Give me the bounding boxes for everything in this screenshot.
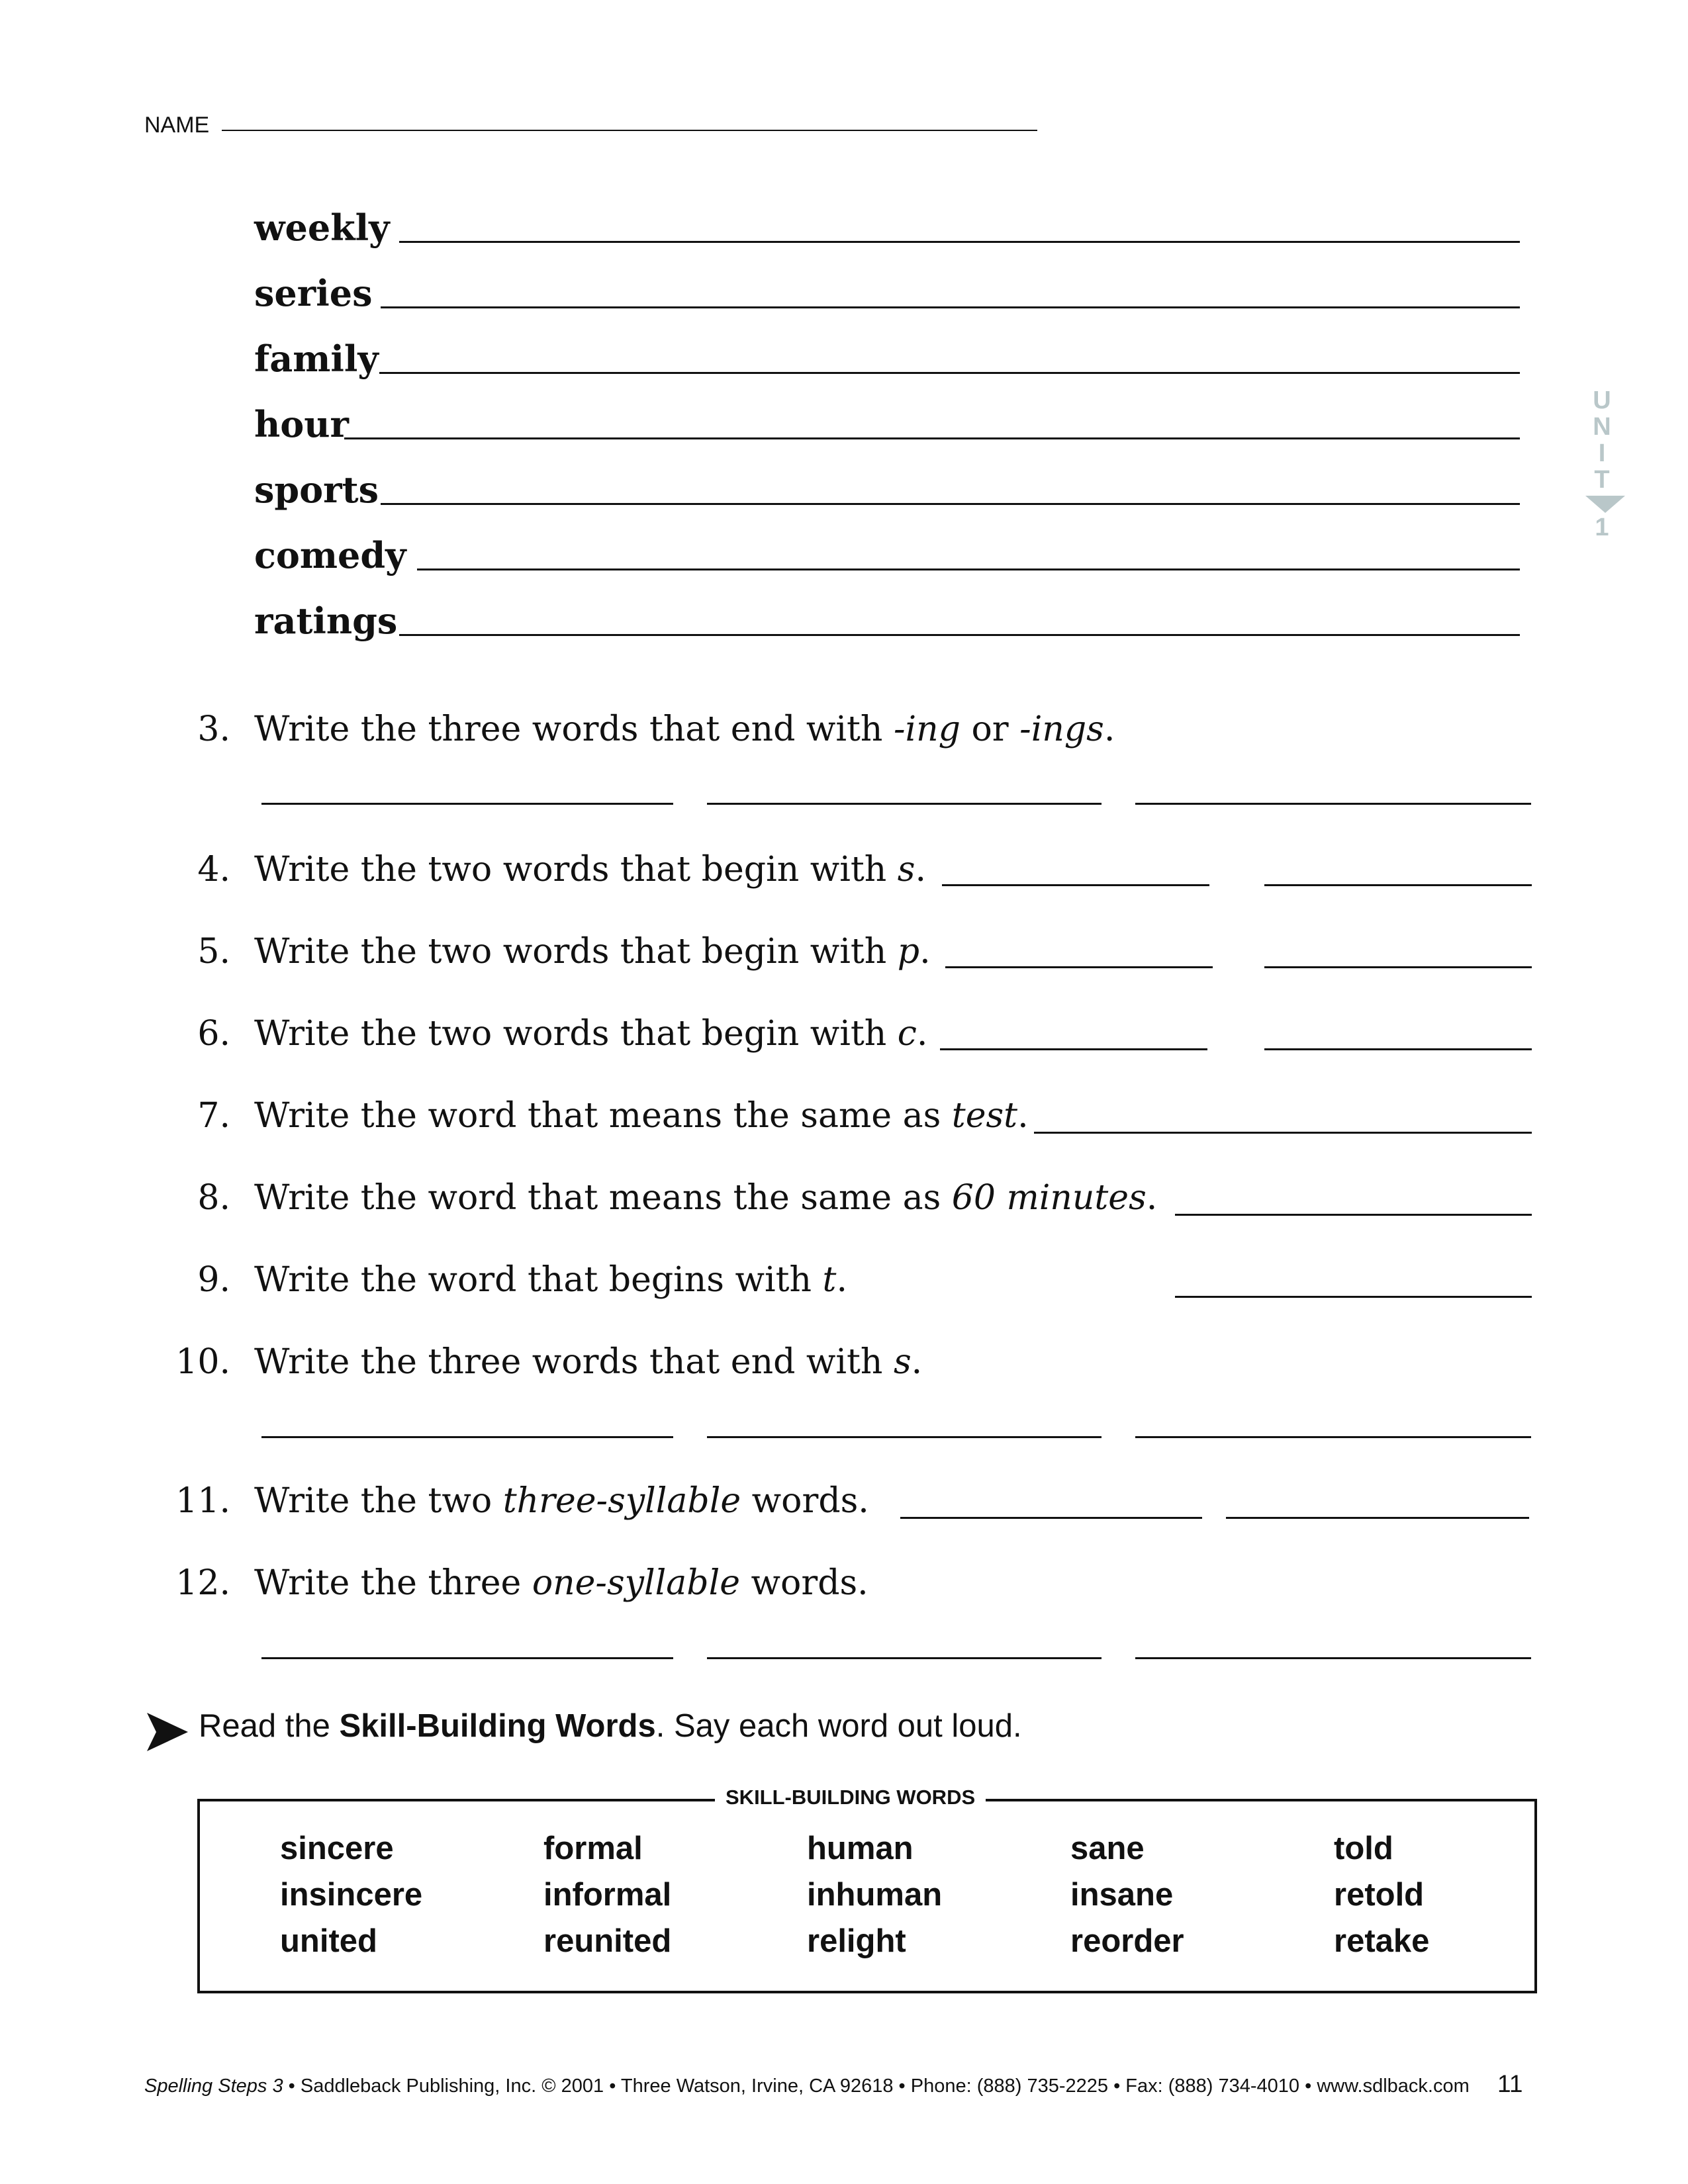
skill-word: sincere (280, 1831, 394, 1866)
answer-line[interactable] (945, 966, 1213, 968)
skill-word: formal (543, 1831, 643, 1866)
question-text: Write the three words that end with s. (254, 1342, 923, 1382)
name-label: NAME (144, 113, 210, 138)
answer-line[interactable] (1034, 1132, 1532, 1134)
unit-tab-letter: I (1598, 439, 1606, 467)
answer-line[interactable] (1264, 1048, 1532, 1050)
answer-line[interactable] (707, 1657, 1102, 1659)
skill-word: human (807, 1831, 914, 1866)
question-number: 12. (175, 1563, 230, 1603)
skill-word: united (280, 1923, 377, 1959)
answer-line[interactable] (261, 1657, 673, 1659)
name-field-line[interactable] (222, 130, 1037, 131)
question-text: Write the two words that begin with s. (254, 850, 926, 889)
question-text: Write the word that means the same as test. (254, 1096, 1029, 1136)
unit-tab-number: 1 (1595, 514, 1609, 541)
question-text: Write the word that begins with t. (254, 1260, 847, 1300)
question-number: 4. (197, 850, 230, 889)
question-number: 7. (197, 1096, 230, 1136)
answer-line[interactable] (942, 884, 1209, 886)
answer-line[interactable] (900, 1517, 1202, 1519)
skill-word: insincere (280, 1877, 423, 1913)
vocab-word-family: family (254, 338, 379, 380)
unit-tab (1585, 387, 1618, 541)
skill-word: retold (1334, 1877, 1425, 1913)
skill-word: retake (1334, 1923, 1430, 1959)
skill-word: informal (543, 1877, 672, 1913)
answer-line[interactable] (1175, 1214, 1532, 1216)
answer-line[interactable] (1135, 803, 1531, 805)
unit-arrow-icon (1585, 496, 1625, 513)
skill-word: told (1334, 1831, 1393, 1866)
answer-line[interactable] (1264, 884, 1532, 886)
unit-tab-letter: T (1594, 466, 1610, 494)
footer-citation: Spelling Steps 3 • Saddleback Publishing, Inc. © 2001 • Three Watson, Irvine, CA 92618 • Phone: (888) 735-2225 • Fax: (888) 734-4010 • www.sdlback.com (144, 2075, 1470, 2097)
question-text: Write the two words that begin with c. (254, 1014, 928, 1054)
vocab-word-comedy: comedy (254, 534, 406, 576)
answer-line[interactable] (381, 306, 1520, 308)
answer-line[interactable] (1264, 966, 1532, 968)
answer-line[interactable] (1175, 1296, 1532, 1298)
arrow-right-icon (147, 1713, 188, 1751)
answer-line[interactable] (1135, 1436, 1531, 1438)
question-text: Write the three one-syllable words. (254, 1563, 868, 1603)
question-number: 11. (175, 1481, 230, 1521)
question-text: Write the word that means the same as 60 minutes. (254, 1178, 1158, 1218)
instruction-text: Read the Skill-Building Words. Say each word out loud. (199, 1708, 1022, 1744)
skill-box-title: SKILL-BUILDING WORDS (715, 1786, 986, 1809)
question-number: 9. (197, 1260, 230, 1300)
question-number: 5. (197, 932, 230, 972)
answer-line[interactable] (344, 437, 1520, 439)
answer-line[interactable] (381, 503, 1520, 505)
skill-word: insane (1070, 1877, 1174, 1913)
vocab-word-series: series (254, 272, 373, 314)
vocab-word-sports: sports (254, 469, 379, 511)
question-number: 6. (197, 1014, 230, 1054)
vocab-word-ratings: ratings (254, 600, 398, 642)
answer-line[interactable] (1226, 1517, 1529, 1519)
answer-line[interactable] (417, 569, 1520, 570)
page-number: 11 (1497, 2070, 1523, 2097)
answer-line[interactable] (399, 634, 1520, 636)
skill-word: sane (1070, 1831, 1145, 1866)
question-text: Write the three words that end with -ing or -ings. (254, 709, 1115, 749)
question-text: Write the two words that begin with p. (254, 932, 931, 972)
skill-word: inhuman (807, 1877, 943, 1913)
skill-word: relight (807, 1923, 906, 1959)
answer-line[interactable] (940, 1048, 1207, 1050)
question-number: 10. (175, 1342, 230, 1382)
vocab-word-weekly: weekly (254, 206, 390, 249)
skill-word: reunited (543, 1923, 672, 1959)
question-text: Write the two three-syllable words. (254, 1481, 869, 1521)
answer-line[interactable] (1135, 1657, 1531, 1659)
answer-line[interactable] (261, 1436, 673, 1438)
answer-line[interactable] (707, 1436, 1102, 1438)
answer-line[interactable] (379, 372, 1520, 374)
skill-word: reorder (1070, 1923, 1184, 1959)
question-number: 8. (197, 1178, 230, 1218)
answer-line[interactable] (707, 803, 1102, 805)
question-number: 3. (197, 709, 230, 749)
answer-line[interactable] (399, 241, 1520, 243)
answer-line[interactable] (261, 803, 673, 805)
unit-tab-letter: N (1593, 413, 1611, 441)
unit-tab-letter: U (1593, 387, 1611, 414)
vocab-word-hour: hour (254, 403, 349, 445)
